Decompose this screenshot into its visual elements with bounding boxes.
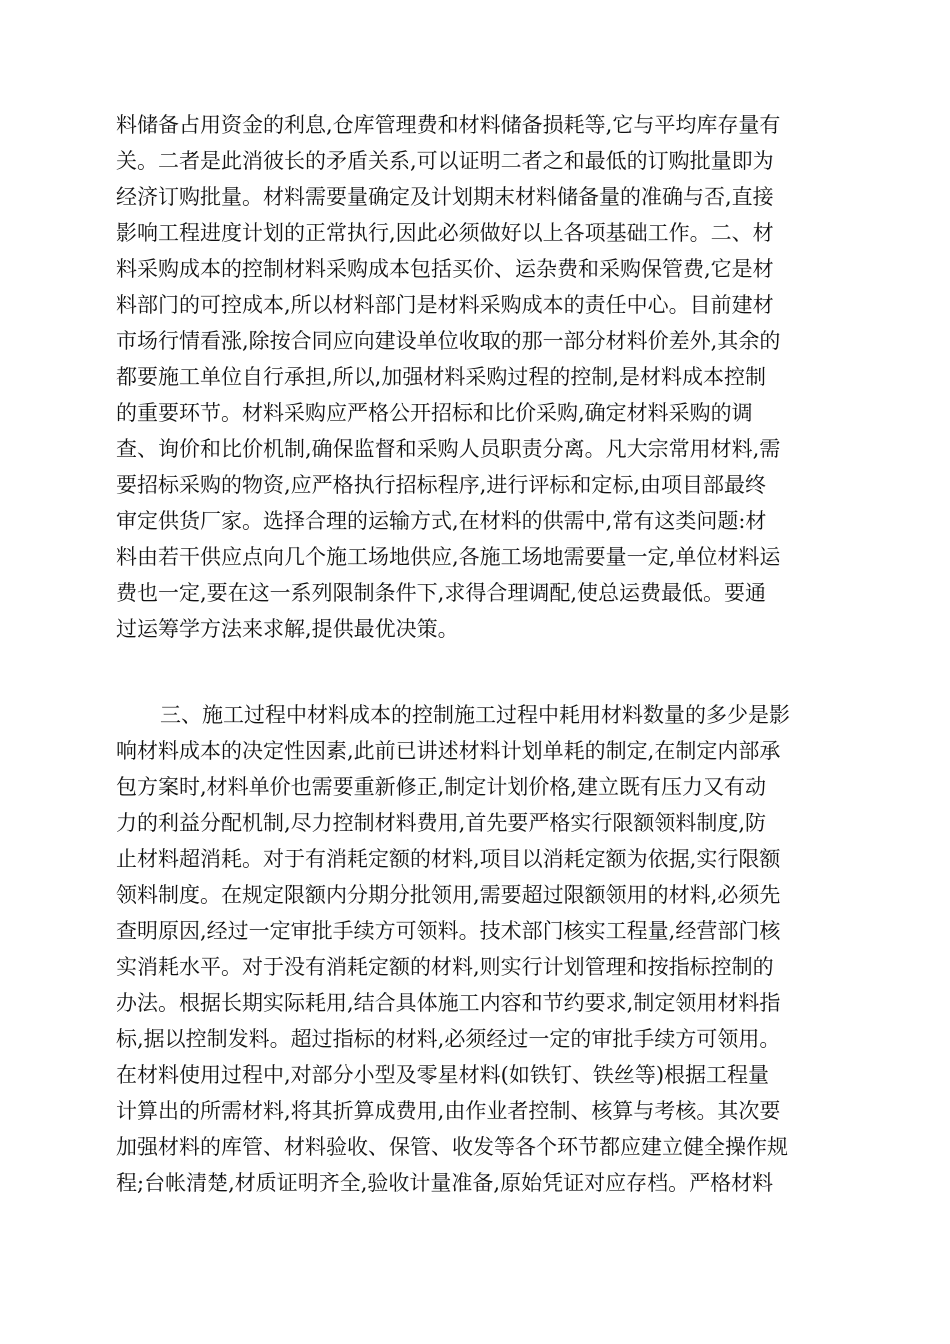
paragraph-line: 领料制度。在规定限额内分期分批领用,需要超过限额领用的材料,必须先 [116,883,781,907]
paragraph-1 [116,107,836,647]
paragraph-line: 料部门的可控成本,所以材料部门是材料采购成本的责任中心。目前建材 [116,293,774,317]
paragraph-line: 要招标采购的物资,应严格执行招标程序,进行评标和定标,由项目部最终 [116,473,767,497]
paragraph-line: 实消耗水平。对于没有消耗定额的材料,则实行计划管理和按指标控制的 [116,955,774,979]
paragraph-line: 费也一定,要在这一系列限制条件下,求得合理调配,使总运费最低。要通 [116,581,767,605]
paragraph-line: 都要施工单位自行承担,所以,加强材料采购过程的控制,是材料成本控制 [116,365,767,389]
paragraph-line: 标,据以控制发料。超过指标的材料,必须经过一定的审批手续方可领用。 [116,1027,781,1051]
paragraph-line: 加强材料的库管、材料验收、保管、收发等各个环节都应建立健全操作规 [116,1135,788,1159]
paragraph-line: 市场行情看涨,除按合同应向建设单位收取的那一部分材料价差外,其余的 [116,329,781,353]
paragraph-line: 计算出的所需材料,将其折算成费用,由作业者控制、核算与考核。其次要 [116,1099,781,1123]
paragraph-line: 影响工程进度计划的正常执行,因此必须做好以上各项基础工作。二、材 [116,221,774,245]
paragraph-line: 响材料成本的决定性因素,此前已讲述材料计划单耗的制定,在制定内部承 [116,739,781,763]
paragraph-line: 在材料使用过程中,对部分小型及零星材料(如铁钉、铁丝等)根据工程量 [116,1063,770,1087]
paragraph-line: 查、询价和比价机制,确保监督和采购人员职责分离。凡大宗常用材料,需 [116,437,781,461]
paragraph-2 [116,697,836,1201]
paragraph-line: 查明原因,经过一定审批手续方可领料。技术部门核实工程量,经营部门核 [116,919,781,943]
paragraph-line: 办法。根据长期实际耗用,结合具体施工内容和节约要求,制定领用材料指 [116,991,781,1015]
paragraph-line: 程;台帐清楚,材质证明齐全,验收计量准备,原始凭证对应存档。严格材料 [116,1171,774,1195]
paragraph-line: 审定供货厂家。选择合理的运输方式,在材料的供需中,常有这类问题:材 [116,509,767,533]
paragraph-line: 的重要环节。材料采购应严格公开招标和比价采购,确定材料采购的调 [116,401,753,425]
paragraph-line: 关。二者是此消彼长的矛盾关系,可以证明二者之和最低的订购批量即为 [116,149,774,173]
paragraph-line: 止材料超消耗。对于有消耗定额的材料,项目以消耗定额为依据,实行限额 [116,847,781,871]
paragraph-line: 过运筹学方法来求解,提供最优决策。 [116,617,459,641]
paragraph-line: 经济订购批量。材料需要量确定及计划期末材料储备量的准确与否,直接 [116,185,774,209]
paragraph-line: 三、施工过程中材料成本的控制施工过程中耗用材料数量的多少是影 [160,703,790,727]
paragraph-line: 料储备占用资金的利息,仓库管理费和材料储备损耗等,它与平均库存量有 [116,113,781,137]
paragraph-line: 力的利益分配机制,尽力控制材料费用,首先要严格实行限额领料制度,防 [116,811,767,835]
paragraph-line: 包方案时,材料单价也需要重新修正,制定计划价格,建立既有压力又有动 [116,775,767,799]
paragraph-line: 料由若干供应点向几个施工场地供应,各施工场地需要量一定,单位材料运 [116,545,781,569]
paragraph-line: 料采购成本的控制材料采购成本包括买价、运杂费和采购保管费,它是材 [116,257,774,281]
